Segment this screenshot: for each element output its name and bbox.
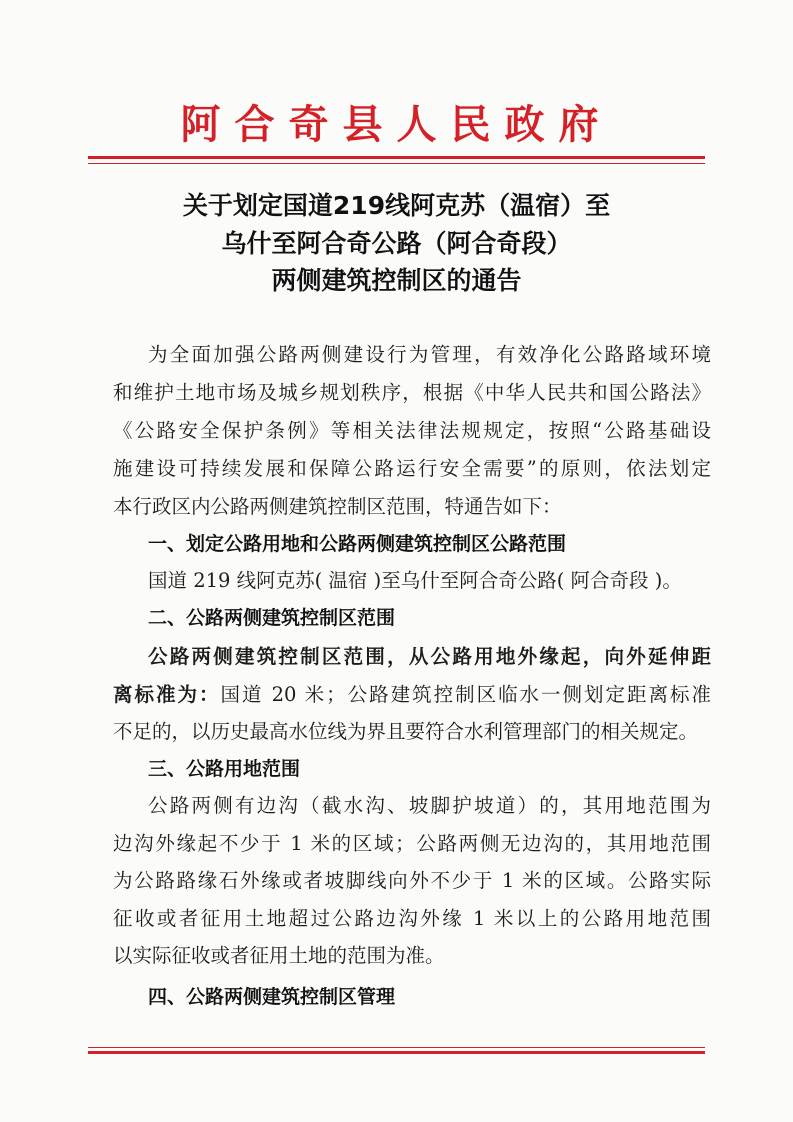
section-3-heading: 三、公路用地范围 <box>148 758 301 780</box>
notice-title-line-2: 乌什至阿合奇公路（阿合奇段） <box>221 229 572 258</box>
section-3-line-3: 为公路路缘石外缘或者坡脚线向外不少于 1 米的区域。公路实际 <box>113 869 711 892</box>
section-2-line-2-bold: 离标准为： <box>113 683 221 706</box>
section-2-line-3: 不足的，以历史最高水位线为界且要符合水利管理部门的相关规定。 <box>113 720 699 743</box>
notice-title-line-1: 关于划定国道219线阿克苏（温宿）至 <box>182 191 611 220</box>
section-2-line-2 <box>113 680 711 710</box>
section-3-line-1: 公路两侧有边沟（截水沟、坡脚护坡道）的，其用地范围为 <box>148 794 711 817</box>
section-3-line-2: 边沟外缘起不少于 1 米的区域；公路两侧无边沟的，其用地范围 <box>113 832 711 855</box>
section-3-line-5: 以实际征收或者征用土地的范围为准。 <box>113 944 445 967</box>
section-1-text: 国道 219 线阿克苏( 温宿 )至乌什至阿合奇公路( 阿合奇段 )。 <box>148 569 682 592</box>
section-2-line-1: 公路两侧建筑控制区范围，从公路用地外缘起，向外延伸距 <box>148 645 711 668</box>
intro-line-5: 本行政区内公路两侧建筑控制区范围，特通告如下： <box>113 495 562 518</box>
footer-rule-thin <box>88 1047 705 1048</box>
letterhead-rule-thin <box>88 163 705 164</box>
section-2-line-2-rest: 国道 20 米；公路建筑控制区临水一侧划定距离标准 <box>220 683 711 706</box>
letterhead-rule-thick <box>88 156 705 159</box>
section-4-heading: 四、公路两侧建筑控制区管理 <box>148 986 396 1008</box>
footer-rule-thick <box>88 1051 705 1054</box>
intro-line-1: 为全面加强公路两侧建设行为管理，有效净化公路路域环境 <box>148 343 711 366</box>
letterhead-org-name: 阿合奇县人民政府 <box>180 102 613 148</box>
section-3-line-4: 征收或者征用土地超过公路边沟外缘 1 米以上的公路用地范围 <box>113 907 711 930</box>
notice-title-line-3: 两侧建筑控制区的通告 <box>271 266 522 295</box>
intro-line-3: 《公路安全保护条例》等相关法律法规规定，按照“公路基础设 <box>113 419 711 442</box>
section-2-heading: 二、公路两侧建筑控制区范围 <box>148 607 396 629</box>
intro-line-2: 和维护土地市场及城乡规划秩序，根据《中华人民共和国公路法》 <box>113 381 711 404</box>
section-1-heading: 一、划定公路用地和公路两侧建筑控制区公路范围 <box>148 533 567 555</box>
intro-line-4: 施建设可持续发展和保障公路运行安全需要”的原则，依法划定 <box>113 457 711 480</box>
